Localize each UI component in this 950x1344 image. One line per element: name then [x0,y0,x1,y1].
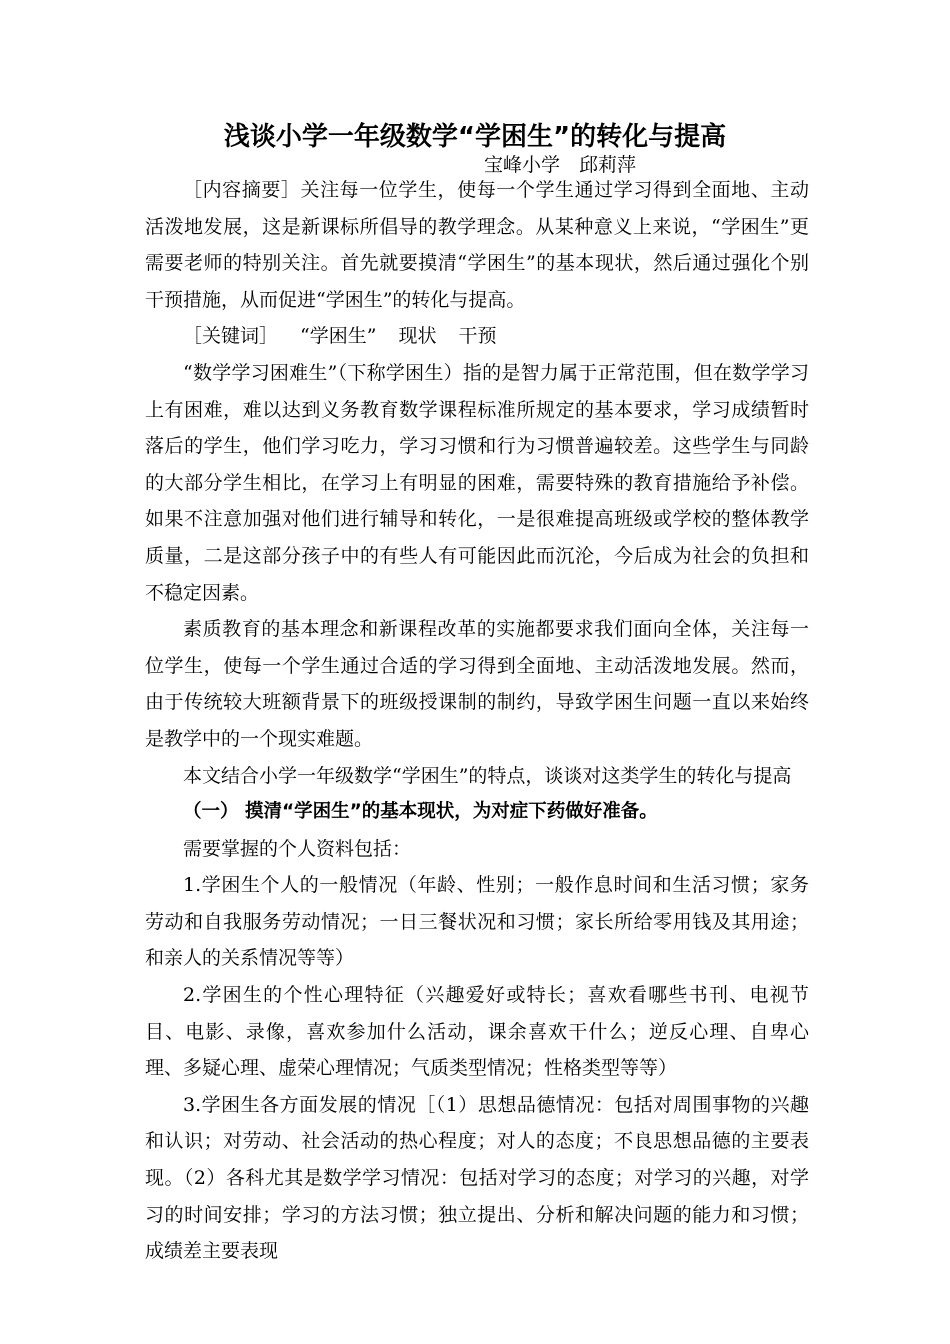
section-intro: 需要掌握的个人资料包括： [183,837,412,860]
list-item: 3.学困生各方面发展的情况［（1）思想品德情况：包括对周围事物的兴趣和认识；对劳动、社会活动的热心程度；对人的态度；不良思想品德的主要表现。（2）各科尤其是数学学习情况：包括对学习的态度；对学习的兴趣，对学习的时间安排；学习的方法习惯；独立提出、分析和解决问题的能力和习惯；成绩差主要表现 [145,1093,809,1263]
list-item: 2.学困生的个性心理特征（兴趣爱好或特长；喜欢看哪些书刊、电视节目、电影、录像，喜欢参加什么活动，课余喜欢干什么；逆反心理、自卑心理、多疑心理、虚荣心理情况；气质类型情况；性格类型等等） [145,984,809,1080]
abstract-label: ［内容摘要］ [183,179,301,201]
body-paragraph: “数学学习困难生”（下称学困生）指的是智力属于正常范围，但在数学学习上有困难，难以达到义务教育数学课程标准所规定的基本要求，学习成绩暂时落后的学生，他们学习吃力，学习习惯和行为习惯普遍较差。这些学生与同龄的大部分学生相比，在学习上有明显的困难，需要特殊的教育措施给予补偿。如果不注意加强对他们进行辅导和转化，一是很难提高班级或学校的整体教学质量，二是这部分孩子中的有些人有可能因此而沉沦，今后成为社会的负担和不稳定因素。 [145,361,809,604]
keyword: “学困生” [300,325,377,348]
section-heading: （一） 摸清“学困生”的基本现状，为对症下药做好准备。 [183,801,658,823]
abstract-paragraph [145,172,809,318]
keyword: 现状 [398,325,437,348]
keyword: 干预 [458,325,497,348]
abstract-text: 关注每一位学生，使每一个学生通过学习得到全面地、主动活泼地发展，这是新课标所倡导的教学理念。从某种意义上来说，“学困生”更需要老师的特别关注。首先就要摸清“学困生”的基本现状，然后通过强化个别干预措施，从而促进“学困生”的转化与提高。 [145,179,809,311]
document-body [145,172,809,1270]
keywords-paragraph [145,318,809,355]
document-title: 浅谈小学一年级数学“学困生”的转化与提高 [223,122,727,152]
body-paragraph: 素质教育的基本理念和新课程改革的实施都要求我们面向全体，关注每一位学生，使每一个学生通过合适的学习得到全面地、主动活泼地发展。然而，由于传统较大班额背景下的班级授课制的制约，导致学困生问题一直以来始终是教学中的一个现实难题。 [145,618,809,750]
keywords-label: ［关键词］ [183,325,279,348]
author-line: 宝峰小学 邱莉萍 [484,154,637,176]
body-paragraph: 本文结合小学一年级数学“学困生”的特点，谈谈对这类学生的转化与提高 [183,764,792,787]
list-item: 1.学困生个人的一般情况（年龄、性别；一般作息时间和生活习惯；家务劳动和自我服务劳动情况；一日三餐状况和习惯；家长所给零用钱及其用途；和亲人的关系情况等等） [145,874,809,970]
